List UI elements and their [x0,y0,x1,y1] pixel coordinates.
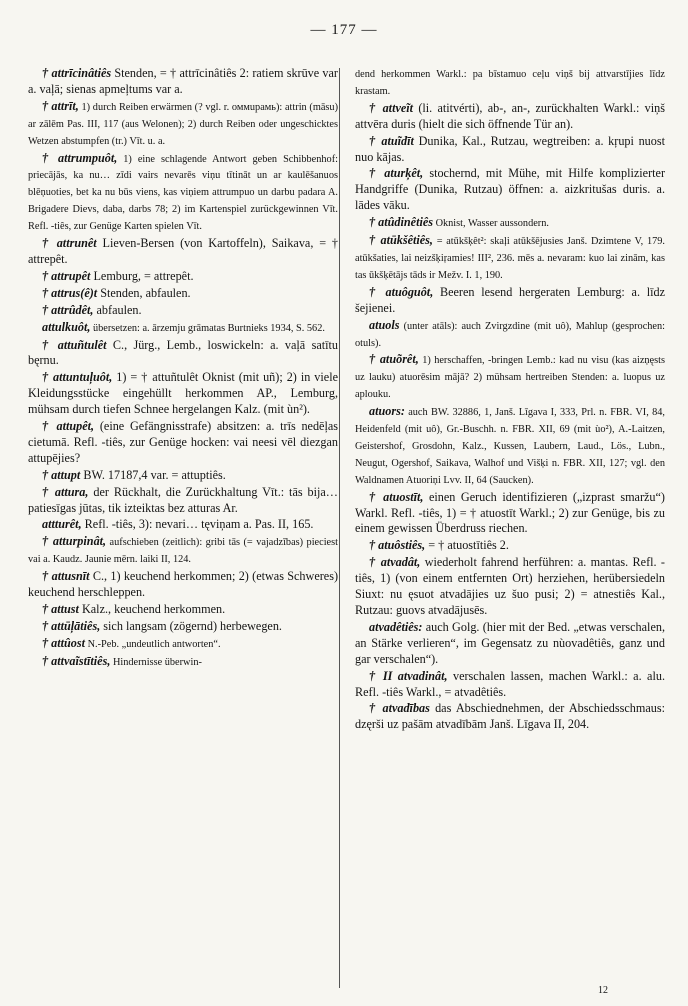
entry-headword: † atuĩdīt [369,133,414,148]
entry-headword: † atturpinât, [42,534,107,549]
dictionary-entry [28,269,338,285]
entry-headword: atvadêtiês: [369,619,423,634]
entry-headword: † attuntuļuôt, [42,370,113,385]
entry-headword: attturêt, [42,517,82,532]
entry-headword: † attrupêt [42,268,91,283]
dictionary-entry [355,215,665,232]
entry-headword: † attura, [42,484,89,499]
entry-text: Stenden, abfaulen. [97,285,191,300]
entry-text: = † atuostītiês 2. [425,538,509,553]
dictionary-entry [355,285,665,317]
entry-text: einen Geruch identifizieren („izprast smaržu“) Warkl. Refl. -tiês, 1) = † atuostīt Warkl.; 2) zur Genüge, bis zu einem gewissen Überdruss riechen. [355,489,665,536]
entry-text: wiederholt fahrend herführen: a. mantas. Refl. -tiês, 1) (von einem entfernten Ort) herziehen, herübersiedeln Siuxt: nu ęsuot atvadājies uz šuo pusi; 2) = atnestiês Kal., Rutzau: guovs atvadājusēs. [355,555,665,617]
entry-text: Stenden, = † attrīcinâtiês 2: ratiem skrūve var a. vaļā; sienas apmeļtums var a. [28,66,338,96]
dictionary-entry [28,619,338,635]
entry-headword: † attrus(ê)t [42,285,98,300]
entry-text: abfaulen. [93,302,142,317]
entry-text: auch Golg. (hier mit der Bed. „etwas verschalen, an Stärke verlieren“, im Gegensatz zu nùovadêtiês, ganz und gar verschalen“). [355,619,665,666]
dictionary-entry [28,286,338,302]
dictionary-entry [28,636,338,653]
entry-headword: † atvadības [369,701,430,716]
entry-text: Kalz., keuchend herkommen. [78,602,226,616]
entry-headword: † atūkšêtiês, [369,233,433,248]
entry-headword: † II atvadinât, [369,668,448,683]
dictionary-entry [28,602,338,618]
entry-headword: † attrīcinâtiês [42,66,112,80]
entry-text: 1) herschaffen, -bringen Lemb.: kad nu visu (kas aizņęsts uz lauku) atuorēsim mājā? 2) mühsam hertreiben Stenden: a. luopus uz aplouku. [355,355,665,401]
entry-headword: † attrûdêt, [42,302,94,317]
entry-text: Dunika, Kal., Rutzau, wegtreiben: a. kŗupi nuost nuo kājas. [355,133,665,164]
entry-text: (eine Gefängnisstrafe) absitzen: a. trīs nedēļas cietumā. Refl. -tiês, zur Genüge hocken: vai neesi vēl diezgan attupējies? [28,419,338,465]
dictionary-entry [28,66,338,98]
dictionary-entry [355,538,665,554]
entry-headword: † atuôstiês, [369,538,426,553]
entry-text: dend herkommen Warkl.: pa bīstamuo ceļu viņš bij attvarstījies līdz krastam. [355,69,665,97]
entry-headword: † attrunêt [42,236,97,251]
entry-text: C., 1) keuchend herkommen; 2) (etwas Schweres) keuchend herschleppen. [28,569,338,600]
entry-headword: † atuostīt, [369,489,424,504]
dictionary-entry [28,517,338,533]
dictionary-entry [355,318,665,352]
entry-headword: atuols [369,317,400,332]
entry-text: stochernd, mit Mühe, mit Hilfe komplizierter Handgriffe (Dunika, Rutzau) öffnen: a. aizkritušas duris. a. lādes vāku. [355,166,666,213]
dictionary-entry [28,236,338,268]
entry-text: BW. 17187,4 var. = attuptiês. [80,467,226,482]
entry-text: Lieven-Bersen (von Kartoffeln), Saikava, = † attrepêt. [28,236,339,266]
entry-headword: † attupt [42,467,81,482]
dictionary-entry [28,303,338,319]
dictionary-entry [28,320,338,337]
page-number: — 177 — [310,22,378,38]
dictionary-entry [355,404,665,489]
entry-headword: † attveĩt [369,100,414,115]
entry-text: Lemburg, = attrepêt. [90,268,194,283]
entry-text: C., Jürg., Lemb., loswickeln: a. vaļā satītu bęrnu. [28,337,338,368]
entry-headword: † attuñtulêt [42,337,107,352]
entry-headword: † attūļātiês, [42,618,101,633]
entry-headword: † atûdinêtiês [369,215,433,230]
entry-text: sich langsam (zögernd) herbewegen. [100,618,282,633]
entry-text: aufschieben (zeitlich): gribi tās (= vajadzības) pieciest vai a. Kaudz. Jaunie mērn. laiki II, 124. [28,537,338,566]
entry-text: verschalen lassen, machen Warkl.: a. alu. Refl. -tiês Warkl., = atvadêtiês. [355,668,665,699]
dictionary-entry [355,166,665,214]
entry-headword: † attûost [42,635,86,650]
dictionary-entry [28,370,338,418]
entry-text: 1) eine schlagende Antwort geben Schibbenhof: priecājās, ka nu… zīdi vairs nevarēs viņu tītināt un ar kaulēšanuos blēņuoties, bet ka nu būs viens, kas viņiem attrumpuo un darbu padara A. Brigadere Dievs, daba, darbs 78; 2) im Kartenspiel zurückgewinnen Vīt. Refl. -tiês, zur Genüge Karten spielen Vīt. [28,153,338,233]
entry-headword: atuors: [369,404,405,419]
entry-headword: † atvadât, [369,555,421,570]
entry-text: (unter atāls): auch Zvirgzdine (mit uô), Mahlup (gesprochen: otuls). [355,320,665,349]
left-column [28,66,338,672]
dictionary-entry [355,669,665,701]
entry-headword: † atuõrêt, [369,352,419,367]
entry-headword: † aturķêt, [369,166,424,181]
dictionary-entry [355,490,665,538]
entry-text: = atūkšķêt²: skaļi atūkšējusies Janš. Dzimtene V, 179. atūkšaties, lai neizšķiŗamies! III², 236. mēs a. nevaram: kuo lai zinām, kas tas ūkšķētājs tāds ir Mežv. I. 1, 190. [355,236,665,281]
entry-headword: † attusnīt [42,569,90,584]
entry-text: Refl. -tiês, 3): nevari… tęviņam a. Pas. II, 165. [81,517,314,532]
entry-text: Hindernisse überwin- [110,656,202,668]
dictionary-entry [28,338,338,370]
entry-headword: † attvaĩstītiês, [42,653,111,668]
entry-text: übersetzen: a. ārzemju grāmatas Burtnieks 1934, S. 562. [90,322,325,334]
entry-text: auch BW. 32886, 1, Janš. Līgava I, 333, Prl. n. FBR. VI, 84, Heidenfeld (mit uô), Gr.-Buschh. n. FBR. XII, 69 (mit ùo²), A.-Laitzen, Geistershof, Grosdohn, Kalz., Kussen, Laubern, Laud., Lös., Lubn., Neugut, Ogershof, Saikava, Walhof und Višķi n. FBR. XII, 127; vgl. den Waldnamen Atuoriņi Lvv. II, 64 (Saucken). [355,407,665,486]
column-divider [339,68,340,988]
dictionary-entry [28,485,338,517]
entry-headword: † attrīt, [42,98,79,113]
entry-text: Beeren lesend hergeraten Lemburg: a. līdz šejienei. [355,284,665,315]
dictionary-entry [28,534,338,568]
dictionary-entry [355,233,665,284]
dictionary-entry [28,419,338,467]
dictionary-entry [28,468,338,484]
dictionary-entry [28,151,338,236]
dictionary-entry [355,701,665,733]
entry-headword: † attupêt, [42,419,95,434]
dictionary-entry [28,99,338,150]
entry-headword: attulkuôt, [42,319,91,334]
dictionary-entry [28,569,338,601]
dictionary-entry [28,654,338,671]
entry-headword: † attust [42,602,79,616]
entry-text: 1) durch Reiben erwärmen (? vgl. r. оммuрамь): attrin (māsu) ar zālēm Pas. III, 117 (aus Welonen); 2) durch Reiben oder ungeschicktes Wetzen abstumpfen (tr.) Vīt. u. a. [28,101,338,147]
dictionary-entry [355,101,665,133]
printer-signature: 12 [598,985,608,996]
entry-text: der Rückhalt, die Zurückhaltung Vīt.: tās bija… patiesīgas jūtas, tik izteiktas bez atturas Ar. [28,484,338,515]
dictionary-entry [355,620,665,668]
dictionary-entry [355,555,665,619]
dictionary-entry [355,134,665,166]
entry-text: Oknist, Wasser aussondern. [433,218,549,230]
entry-headword: † attrumpuôt, [42,150,118,165]
right-column [355,66,665,734]
entry-text: (li. atitvérti), ab-, an-, zurückhalten Warkl.: viņš attvēra duris (hielt die sich öffnende Tür an). [355,100,665,131]
dictionary-entry [355,352,665,403]
entry-text: das Abschiednehmen, der Abschiedsschmaus: dzęrši uz pašām atvadībām Janš. Līgava II, 204. [355,701,665,732]
dictionary-entry [355,66,665,100]
entry-text: N.-Peb. „undeutlich antworten“. [85,638,221,650]
entry-headword: † atuôguôt, [369,284,434,299]
entry-text: 1) = † attuñtulêt Oknist (mit uñ); 2) in viele Kleidungsstücke eingehüllt herkommen AP., Lemburg, mühsam durch tiefen Schnee hergelangen Kalz. (mit ùn²). [28,370,338,417]
